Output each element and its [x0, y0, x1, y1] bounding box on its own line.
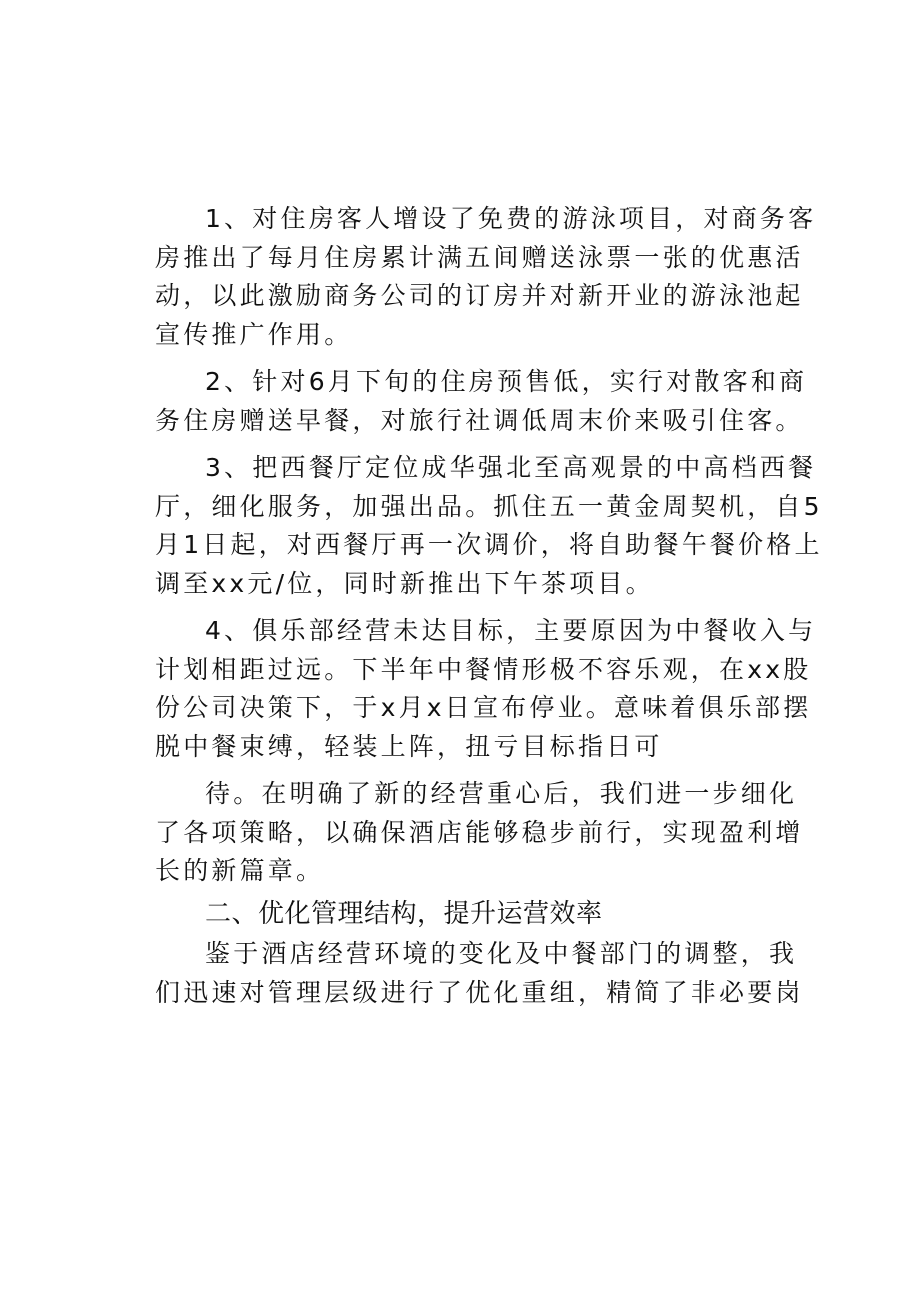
paragraph-5	[155, 775, 804, 891]
paragraph-line: 计划相距过远。下半年中餐情形极不容乐观，在xx股	[155, 654, 812, 684]
paragraph-line: 1、对住房客人增设了免费的游泳项目，对商务客	[205, 204, 817, 233]
paragraph-line: 4、俱乐部经营未达目标，主要原因为中餐收入与	[205, 616, 817, 645]
paragraph-1	[155, 200, 817, 354]
paragraph-line: 了各项策略，以确保酒店能够稳步前行，实现盈利增	[155, 817, 804, 847]
paragraph-line: 房推出了每月住房累计满五间赠送泳票一张的优惠活	[155, 242, 804, 272]
section-heading: 二、优化管理结构，提升运营效率	[205, 898, 603, 929]
paragraph-line: 调至xx元/位，同时新推出下午茶项目。	[155, 568, 654, 598]
paragraph-line: 脱中餐束缚，轻装上阵，扭亏目标指日可	[155, 731, 663, 761]
document-body	[155, 200, 823, 1012]
paragraph-2	[155, 363, 808, 440]
closing-paragraph	[155, 935, 804, 1012]
paragraph-line: 厅，细化服务，加强出品。抓住五一黄金周契机，自5	[155, 491, 823, 521]
paragraph-line: 们迅速对管理层级进行了优化重组，精简了非必要岗	[155, 977, 804, 1007]
paragraph-4	[155, 612, 817, 766]
paragraph-line: 长的新篇章。	[155, 856, 325, 885]
paragraph-line: 3、把西餐厅定位成华强北至高观景的中高档西餐	[205, 453, 817, 482]
paragraph-line: 动，以此激励商务公司的订房并对新开业的游泳池起	[155, 281, 804, 310]
paragraph-line: 份公司决策下，于x月x日宣布停业。意味着俱乐部摆	[155, 693, 812, 722]
paragraph-line: 务住房赠送早餐，对旅行社调低周末价来吸引住客。	[155, 405, 804, 435]
paragraph-3	[155, 449, 823, 603]
paragraph-line: 月1日起，对西餐厅再一次调价，将自助餐午餐价格上	[155, 530, 823, 559]
paragraph-line: 待。在明确了新的经营重心后，我们进一步细化	[205, 779, 798, 808]
paragraph-line: 2、针对6月下旬的住房预售低，实行对散客和商	[205, 367, 808, 396]
paragraph-line: 宣传推广作用。	[155, 319, 353, 349]
paragraph-line: 鉴于酒店经营环境的变化及中餐部门的调整，我	[205, 939, 798, 968]
